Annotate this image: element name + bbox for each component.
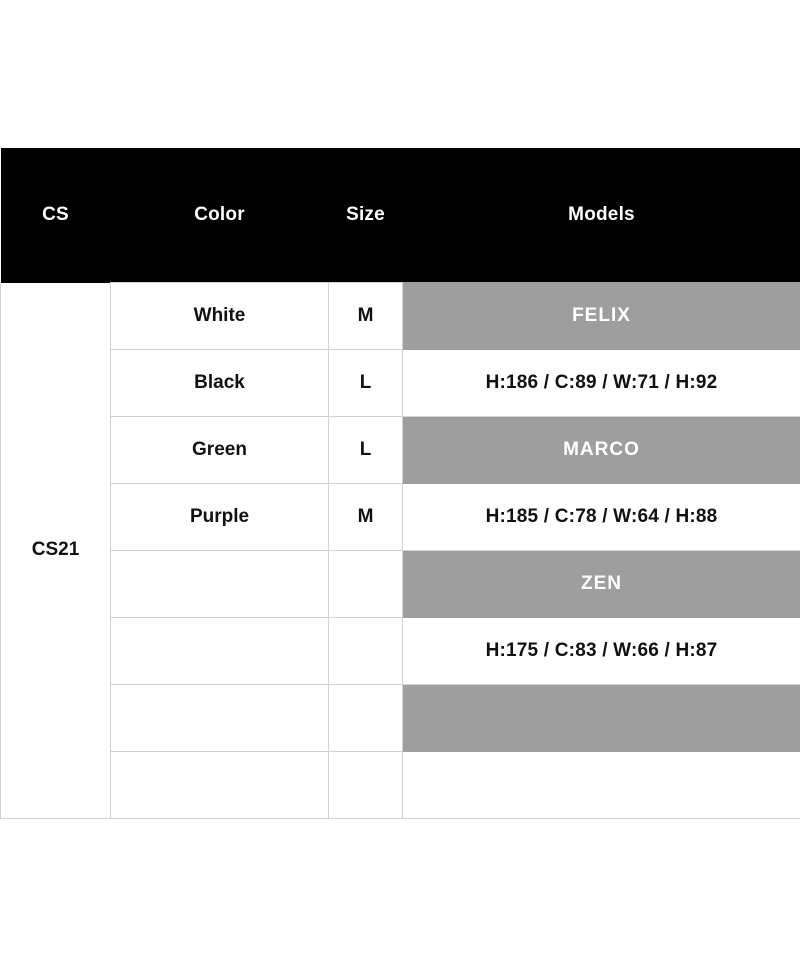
model-measurements-cell <box>403 752 800 819</box>
color-cell: Black <box>111 350 329 417</box>
color-cell <box>111 752 329 819</box>
table-header <box>1 148 800 283</box>
table-row <box>1 484 800 551</box>
size-cell <box>329 685 403 752</box>
column-header-color: Color <box>111 148 329 283</box>
color-cell: Green <box>111 417 329 484</box>
model-name-cell: MARCO <box>403 417 800 484</box>
table-header-row <box>1 148 800 283</box>
column-header-models: Models <box>403 148 800 283</box>
size-cell: M <box>329 484 403 551</box>
size-cell: M <box>329 283 403 350</box>
product-spec-table <box>0 148 800 819</box>
table-row <box>1 752 800 819</box>
color-cell: White <box>111 283 329 350</box>
table-row <box>1 350 800 417</box>
model-measurements-cell: H:186 / C:89 / W:71 / H:92 <box>403 350 800 417</box>
column-header-cs: CS <box>1 148 111 283</box>
color-cell <box>111 551 329 618</box>
table-row <box>1 685 800 752</box>
size-cell <box>329 551 403 618</box>
column-header-size: Size <box>329 148 403 283</box>
table-row <box>1 417 800 484</box>
model-name-cell <box>403 685 800 752</box>
model-measurements-cell: H:175 / C:83 / W:66 / H:87 <box>403 618 800 685</box>
color-cell <box>111 685 329 752</box>
spec-table-container <box>0 148 800 819</box>
table-row <box>1 283 800 350</box>
size-cell: L <box>329 350 403 417</box>
model-name-cell: ZEN <box>403 551 800 618</box>
size-cell: L <box>329 417 403 484</box>
table-row <box>1 618 800 685</box>
model-measurements-cell: H:185 / C:78 / W:64 / H:88 <box>403 484 800 551</box>
table-body <box>1 283 800 819</box>
cs-code-cell: CS21 <box>1 283 111 819</box>
model-name-cell: FELIX <box>403 283 800 350</box>
table-row <box>1 551 800 618</box>
color-cell: Purple <box>111 484 329 551</box>
color-cell <box>111 618 329 685</box>
size-cell <box>329 752 403 819</box>
size-cell <box>329 618 403 685</box>
